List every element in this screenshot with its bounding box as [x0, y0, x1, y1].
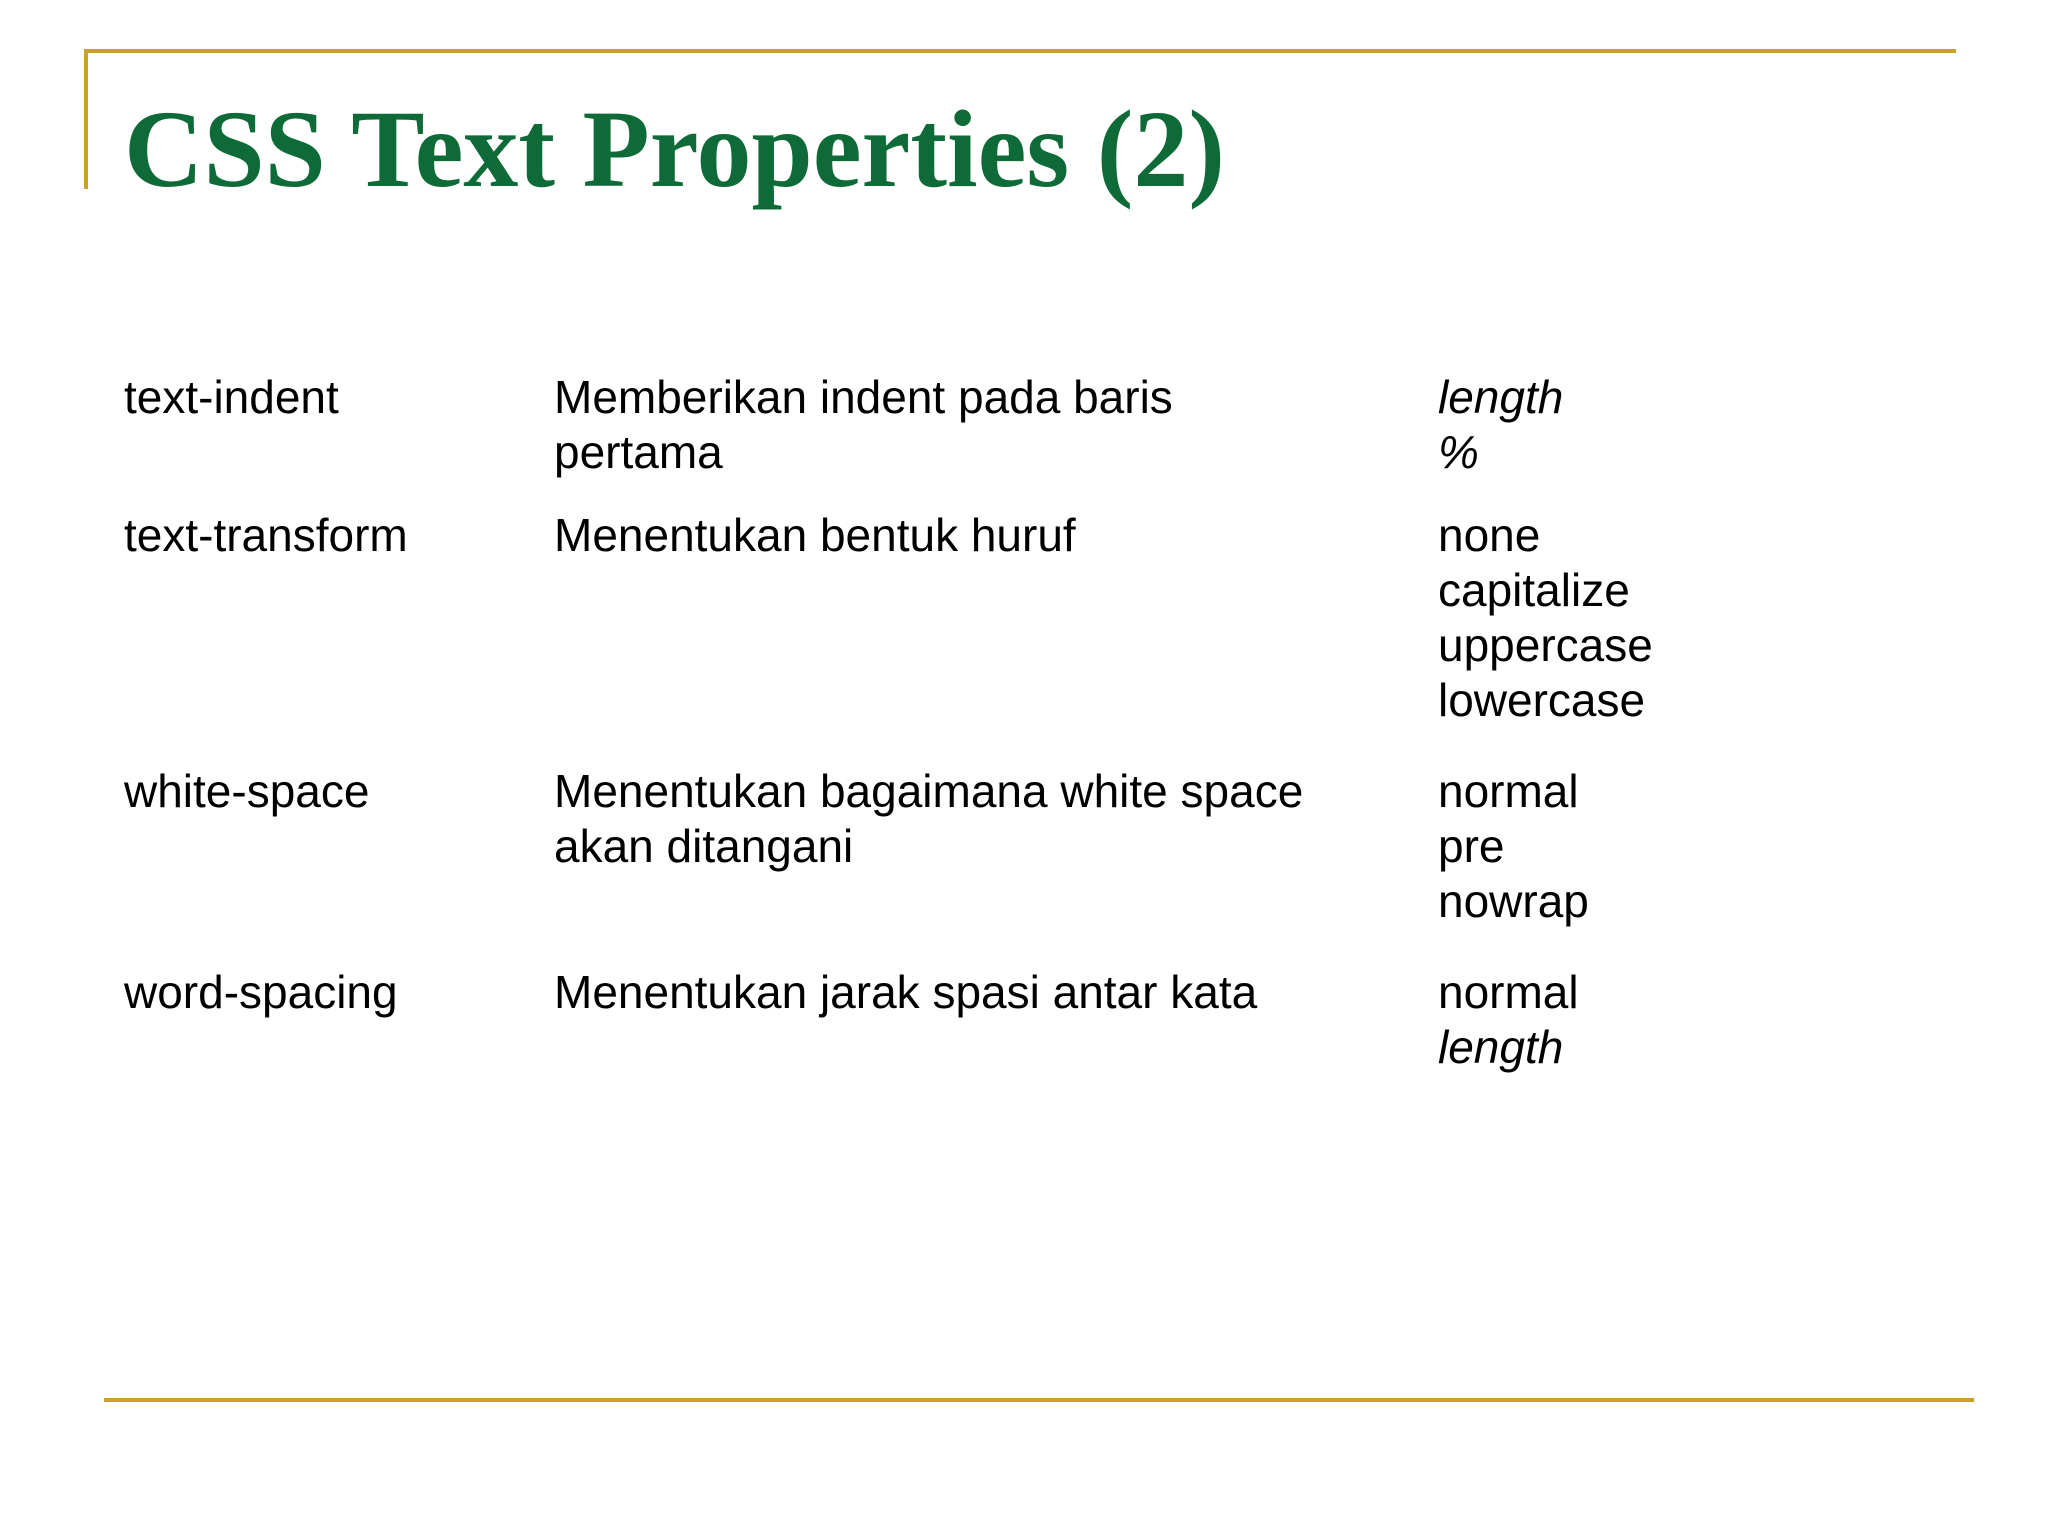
property-value: length: [1438, 1021, 1564, 1073]
property-values: [1438, 764, 1924, 929]
description-line: pertama: [554, 426, 723, 478]
table-row: [124, 965, 1924, 1075]
property-table: [124, 370, 1924, 1075]
property-value: %: [1438, 426, 1479, 478]
description-line: Menentukan bagaimana white space: [554, 765, 1304, 817]
property-value: capitalize: [1438, 564, 1630, 616]
property-description: [554, 764, 1438, 874]
description-line: Menentukan bentuk huruf: [554, 509, 1076, 561]
property-value: normal: [1438, 765, 1579, 817]
property-name: white-space: [124, 765, 370, 817]
property-description: [554, 508, 1438, 563]
description-line: akan ditangani: [554, 820, 854, 872]
table-row: [124, 370, 1924, 480]
property-name: word-spacing: [124, 966, 398, 1018]
table-row: [124, 508, 1924, 728]
property-description: [554, 965, 1438, 1020]
property-values: [1438, 370, 1924, 480]
property-description: [554, 370, 1438, 480]
description-line: Memberikan indent pada baris: [554, 371, 1173, 423]
property-value: length: [1438, 371, 1564, 423]
property-name: text-transform: [124, 509, 408, 561]
property-value: uppercase: [1438, 619, 1653, 671]
property-value: lowercase: [1438, 674, 1646, 726]
top-accent-rule: [84, 49, 1956, 53]
slide-title: CSS Text Properties (2): [124, 88, 1225, 210]
property-value: pre: [1438, 820, 1505, 872]
table-row: [124, 764, 1924, 929]
left-accent-rule: [84, 49, 88, 189]
property-name: text-indent: [124, 371, 339, 423]
description-line: Menentukan jarak spasi antar kata: [554, 966, 1258, 1018]
bottom-accent-rule: [104, 1398, 1974, 1402]
property-value: none: [1438, 509, 1541, 561]
property-value: nowrap: [1438, 875, 1589, 927]
property-values: [1438, 965, 1924, 1075]
property-value: normal: [1438, 966, 1579, 1018]
property-values: [1438, 508, 1924, 728]
